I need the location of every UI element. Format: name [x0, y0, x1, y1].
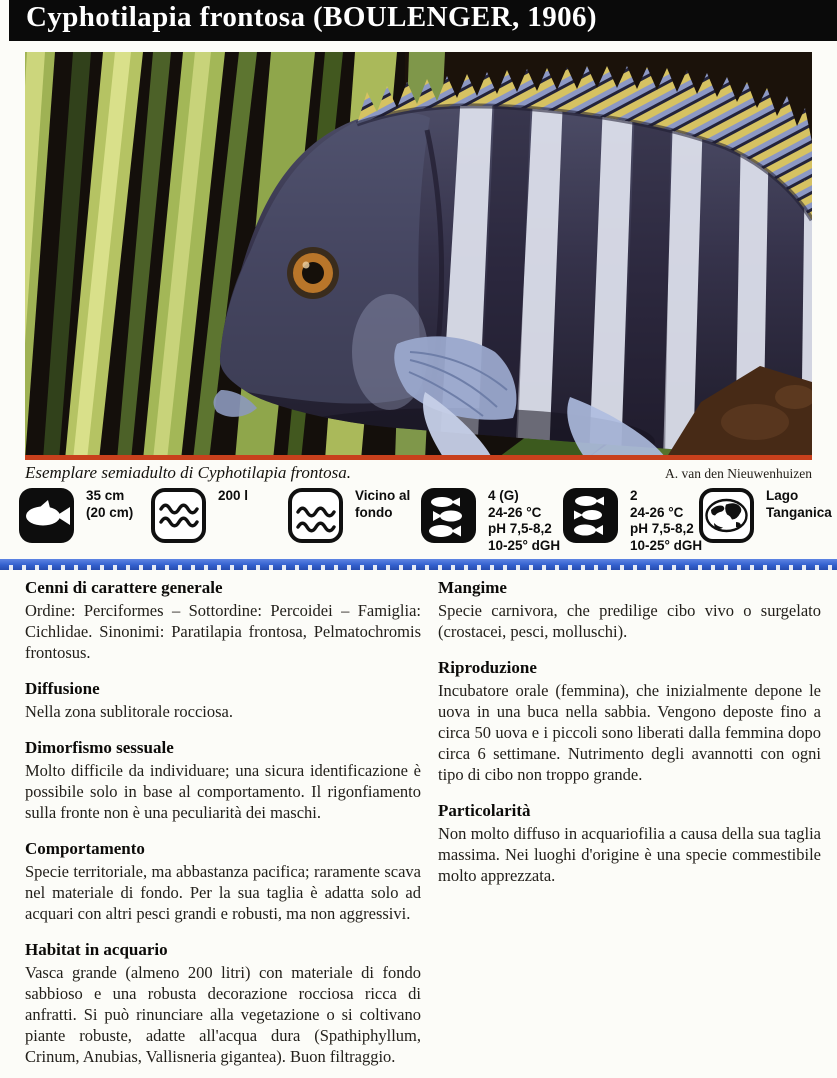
spec-label-line: pH 7,5-8,2 [630, 521, 694, 536]
decorative-divider [0, 559, 837, 570]
spec-label [355, 487, 410, 544]
section-body: Molto difficile da individuare; una sicura identificazione è possibile solo in base al comportamento. Il rigonfiamento sulla fronte non è una peculiarità dei maschi. [25, 761, 421, 822]
section-heading: Comportamento [25, 839, 145, 858]
spec-label-line: (20 cm) [86, 504, 134, 520]
section-body: Incubatore orale (femmina), che inizialmente depone le uova in una buca nella sabbia. Vengono deposte fino a circa 50 uova e i piccoli sono liberati dalla femmina dopo circa 6 settimane. Nutrimento degli avannotti con ogni tipo di cibo non troppo grande. [438, 681, 821, 784]
photo-caption: Esemplare semiadulto di Cyphotilapia frontosa. [25, 463, 351, 482]
spec-community [420, 487, 560, 554]
section-body: Non molto diffuso in acquariofilia a causa della sua taglia massima. Nei luoghi d'origine è una specie commestibile molto apprezzata. [438, 824, 821, 885]
spec-label-line: 24-26 °C [488, 504, 542, 520]
spec-origin [698, 487, 832, 544]
section-habitat [25, 940, 421, 1067]
section-heading: Cenni di carattere generale [25, 578, 223, 597]
species-photo [25, 52, 812, 460]
spec-label-line: 10-25° dGH [488, 537, 561, 553]
section-heading: Riproduzione [438, 658, 537, 677]
community-fish-icon [420, 487, 477, 544]
spec-label-line: 2 [630, 488, 638, 503]
section-general [25, 578, 421, 663]
spec-label [488, 487, 560, 554]
spec-label-line: Lago [766, 488, 799, 503]
spec-label-line: 24-26 °C [630, 504, 684, 520]
right-column [438, 578, 821, 1067]
water-zone-icon [287, 487, 344, 544]
section-heading: Diffusione [25, 679, 100, 698]
photo-credit: A. van den Nieuwenhuizen [665, 466, 812, 481]
section-body: Nella zona sublitorale rocciosa. [25, 702, 233, 721]
caption-row [25, 463, 812, 483]
section-heading: Dimorfismo sessuale [25, 738, 174, 757]
section-heading: Mangime [438, 578, 507, 597]
section-feeding [438, 578, 821, 642]
section-heading: Habitat in acquario [25, 940, 168, 959]
spec-label-line: Tanganica [766, 504, 832, 520]
section-body: Specie carnivora, che predilige cibo vivo o surgelato (crostacei, pesci, molluschi). [438, 601, 821, 641]
spec-label [766, 487, 832, 544]
globe-icon [698, 487, 755, 544]
spec-tank-volume [150, 487, 248, 544]
spec-label-line: 35 cm [86, 488, 125, 503]
section-body: Vasca grande (almeno 200 litri) con materiale di fondo sabbioso e una robusta decorazione rocciosa ricca di anfratti. Si può rinunciare alla vegetazione o si coltivano piante robuste, adatte all'acqua dura (Spathiphyllum, Crinum, Anubias, Vallisneria gigantea). Buon filtraggio. [25, 963, 421, 1066]
section-body: Specie territoriale, ma abbastanza pacifica; raramente scava nel materiale di fondo. Per la sua taglia è adatta solo ad acquari con altri pesci grandi e robusti, ma non aggressivi. [25, 862, 421, 923]
spec-label [630, 487, 702, 554]
spec-breeding [562, 487, 702, 554]
tank-volume-icon [150, 487, 207, 544]
spec-label-line: 10-25° dGH [630, 537, 703, 553]
section-body: Ordine: Perciformes – Sottordine: Percoidei – Famiglia: Cichlidae. Sinonimi: Paratilapia frontosa, Pelmatochromis frontosus. [25, 601, 421, 662]
spec-row [0, 487, 837, 562]
spec-label-line: fondo [355, 504, 393, 520]
section-dimorphism [25, 738, 421, 823]
spec-label-line: 4 (G) [488, 488, 519, 503]
fish-eye [287, 247, 339, 299]
title-bar [9, 0, 837, 41]
text-columns [25, 578, 821, 1067]
pair-fish-icon [562, 487, 619, 544]
spec-label-line: 200 l [218, 488, 249, 503]
spec-label-line: Vicino al [355, 488, 411, 503]
section-distribution [25, 679, 421, 722]
spec-label-line: pH 7,5-8,2 [488, 521, 552, 536]
frontosa-photo-illustration [25, 52, 812, 460]
left-column [25, 578, 421, 1067]
spec-water-zone [287, 487, 410, 544]
spec-label [86, 487, 133, 544]
page-title: Cyphotilapia frontosa (BOULENGER, 1906) [26, 1, 597, 33]
section-particularities [438, 801, 821, 886]
fish-length-icon [18, 487, 75, 544]
section-behaviour [25, 839, 421, 924]
section-reproduction [438, 658, 821, 785]
spec-label [218, 487, 248, 544]
spec-fish-size [18, 487, 133, 544]
section-heading: Particolarità [438, 801, 531, 820]
